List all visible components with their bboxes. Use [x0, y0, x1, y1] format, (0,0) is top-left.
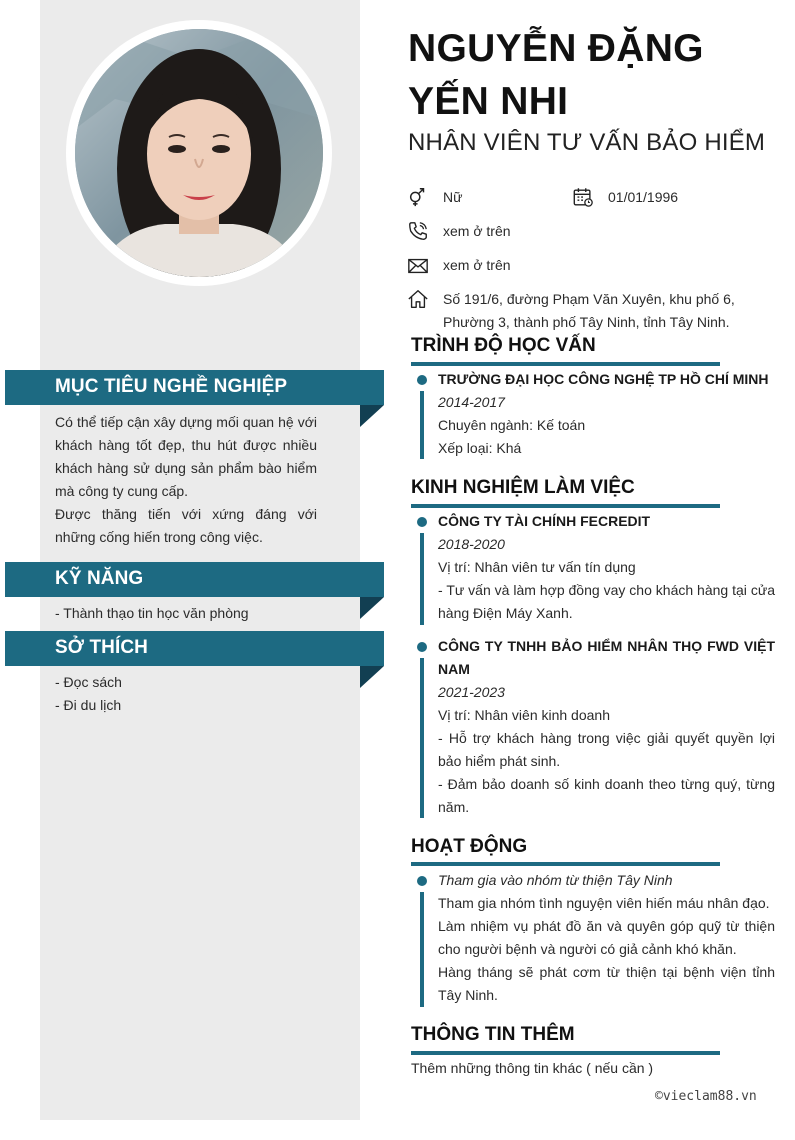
skills-title: KỸ NĂNG	[55, 568, 144, 589]
activities-title: HOẠT ĐỘNG	[411, 836, 528, 857]
watermark: ©vieclam88.vn	[655, 1089, 757, 1104]
gender-value: Nữ	[443, 189, 463, 205]
education-school: TRƯỜNG ĐẠI HỌC CÔNG NGHỆ TP HỒ CHÍ MINH	[438, 371, 769, 387]
skills-header	[5, 562, 384, 597]
experience-rule	[411, 504, 720, 508]
candidate-name: NGUYỄN ĐẶNG YẾN NHI	[408, 27, 704, 123]
objective-header-fold	[360, 405, 384, 427]
education-details: Chuyên ngành: Kế toán Xếp loại: Khá	[438, 417, 586, 456]
profile-photo-frame	[66, 20, 332, 286]
experience-bullet	[417, 642, 427, 652]
experience-company: CÔNG TY TNHH BẢO HIỂM NHÂN THỌ FWD VIỆT NAM	[438, 638, 775, 677]
address-value: Số 191/6, đường Phạm Văn Xuyên, khu phố 6, Phường 3, thành phố Tây Ninh, tỉnh Tây Ninh.	[443, 291, 735, 330]
experience-company: CÔNG TY TÀI CHÍNH FECREDIT	[438, 513, 651, 529]
activities-rule	[411, 862, 720, 866]
objective-header	[5, 370, 384, 405]
education-bullet	[417, 375, 427, 385]
phone-icon	[407, 220, 429, 242]
additional-title: THÔNG TIN THÊM	[411, 1024, 575, 1045]
activities-item	[438, 869, 775, 1007]
skills-header-fold	[360, 597, 384, 619]
hobbies-title: SỞ THÍCH	[55, 637, 149, 658]
hobbies-text: - Đọc sách - Đi du lịch	[55, 674, 122, 713]
profile-photo	[75, 29, 323, 277]
experience-bullet	[417, 517, 427, 527]
education-timeline	[420, 391, 424, 459]
experience-timeline	[420, 533, 424, 625]
home-icon	[407, 288, 429, 310]
additional-text: Thêm những thông tin khác ( nếu cần )	[411, 1060, 654, 1076]
activities-bullet	[417, 876, 427, 886]
education-title: TRÌNH ĐỘ HỌC VẤN	[411, 335, 596, 356]
education-item	[438, 368, 775, 460]
activities-details: Tham gia nhóm tình nguyện viên hiến máu nhân đạo. Làm nhiệm vụ phát đồ ăn và quyên góp quỹ từ thiện cho người bệnh và người có giả cảnh khó khăn. Hàng tháng sẽ phát cơm từ thiện tại bệnh viện tỉnh Tây Ninh.	[438, 895, 775, 1003]
calendar-icon	[572, 186, 594, 208]
experience-details: Vị trí: Nhân viên tư vấn tín dụng - Tư vấn và làm hợp đồng vay cho khách hàng tại cửa hàng Điện Máy Xanh.	[438, 559, 775, 621]
objective-title: MỤC TIÊU NGHỀ NGHIỆP	[55, 376, 288, 397]
hobbies-header-fold	[360, 666, 384, 688]
skills-text: - Thành thạo tin học văn phòng	[55, 605, 249, 621]
activities-timeline	[420, 892, 424, 1007]
additional-rule	[411, 1051, 720, 1055]
phone-value: xem ở trên	[443, 223, 511, 239]
envelope-icon	[407, 255, 429, 277]
education-rule	[411, 362, 720, 366]
activities-group: Tham gia vào nhóm từ thiện Tây Ninh	[438, 872, 673, 888]
email-value: xem ở trên	[443, 257, 511, 273]
experience-period: 2018-2020	[438, 536, 505, 552]
experience-item	[438, 635, 775, 819]
experience-item	[438, 510, 775, 625]
education-period: 2014-2017	[438, 394, 505, 410]
objective-text: Có thể tiếp cận xây dựng mối quan hệ với khách hàng tốt đẹp, thu hút được nhiều khách hàng sử dụng sản phẩm bào hiểm mà công ty cung cấp. Được thăng tiến với xứng đáng với những cống hiến trong công việc.	[55, 414, 317, 545]
experience-title: KINH NGHIỆM LÀM VIỆC	[411, 477, 635, 498]
experience-period: 2021-2023	[438, 684, 505, 700]
hobbies-header	[5, 631, 384, 666]
gender-icon	[407, 186, 429, 208]
job-title: NHÂN VIÊN TƯ VẤN BẢO HIỂM	[408, 129, 766, 156]
experience-timeline	[420, 658, 424, 818]
birthday-value: 01/01/1996	[608, 189, 679, 205]
experience-details: Vị trí: Nhân viên kinh doanh - Hỗ trợ khách hàng trong việc giải quyết quyền lợi bảo hiểm phát sinh. - Đảm bảo doanh số kinh doanh theo từng quý, từng năm.	[438, 707, 775, 815]
